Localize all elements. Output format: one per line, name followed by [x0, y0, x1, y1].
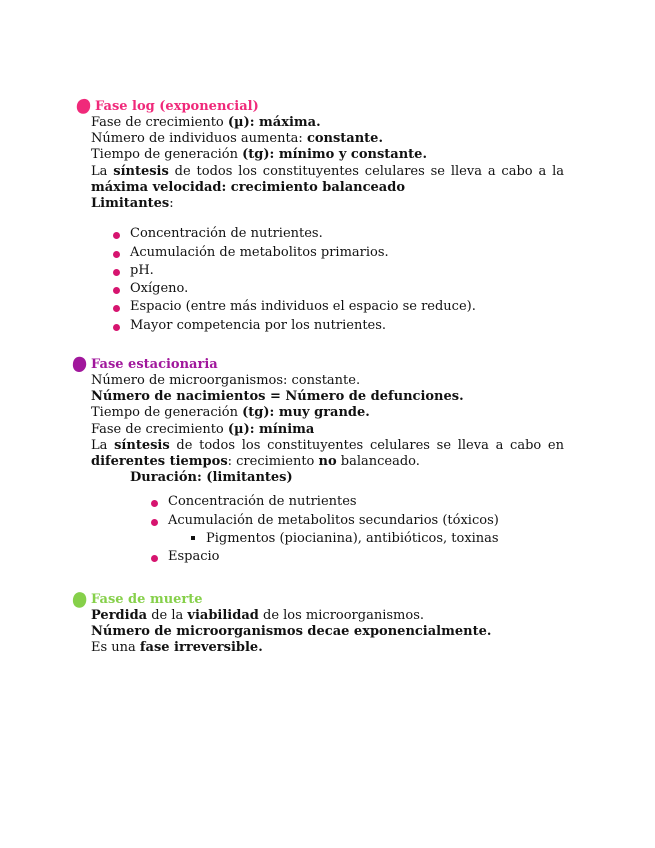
death-viability — [91, 608, 564, 624]
log-synthesis-b: síntesis — [113, 163, 169, 179]
green-blob-icon — [72, 590, 87, 610]
death-phase-title: Fase de muerte — [91, 592, 203, 607]
death-viability-a: Perdida — [91, 608, 148, 623]
list-item — [130, 317, 564, 335]
bullet-dot-icon — [113, 324, 120, 331]
log-generation-time-label: Tiempo de generación — [91, 147, 243, 163]
stationary-growth-rate-value: (µ): mínima — [227, 421, 315, 437]
log-growth-rate — [91, 115, 564, 131]
death-viability-b: de la — [147, 608, 188, 623]
death-viability-d: de los microorganismos. — [258, 608, 425, 623]
stationary-synthesis-a: La — [91, 437, 115, 453]
stationary-phase-heading — [91, 357, 564, 373]
log-synthesis-d: máxima velocidad: crecimiento balanceado — [91, 179, 405, 195]
list-item-text: Mayor competencia por los nutrientes. — [130, 317, 387, 333]
stationary-sub-list — [206, 530, 564, 548]
stationary-births — [91, 389, 564, 405]
stationary-phase-title: Fase estacionaria — [91, 357, 218, 372]
bullet-dot-icon — [151, 555, 158, 562]
stationary-synthesis-g: balanceado. — [336, 454, 420, 470]
log-phase-section — [91, 99, 564, 335]
list-item-text: Oxígeno. — [130, 281, 189, 297]
stationary-population: Número de microorganismos: constante. — [91, 373, 361, 388]
stationary-synthesis-b: síntesis — [114, 437, 170, 453]
log-phase-title: Fase log (exponencial) — [95, 99, 259, 114]
log-generation-time-value: (tg): mínimo y constante. — [242, 147, 427, 163]
stationary-births-text: Número de nacimientos = Número de defunciones. — [91, 389, 464, 405]
log-limits-list — [130, 225, 564, 335]
stationary-synthesis-e: : crecimiento — [227, 454, 319, 470]
log-limits-label: Limitantes — [91, 196, 170, 212]
bullet-dot-icon — [113, 232, 120, 239]
log-limits-heading — [91, 196, 564, 212]
log-generation-time — [91, 147, 564, 163]
death-irreversible-value: fase irreversible. — [139, 640, 263, 656]
bullet-dot-icon — [151, 500, 158, 507]
death-phase-heading — [91, 592, 564, 608]
stationary-generation-time — [91, 405, 564, 421]
log-individuals-value: constante. — [306, 131, 383, 147]
stationary-phase-section — [91, 357, 564, 567]
log-growth-rate-label: Fase de crecimiento — [91, 115, 228, 130]
list-item-text: pH. — [130, 262, 154, 278]
death-viability-c: viabilidad — [187, 608, 259, 623]
death-irreversible — [91, 640, 564, 656]
list-item — [206, 530, 564, 548]
stationary-duration-label: Duración: (limitantes) — [130, 470, 293, 486]
stationary-generation-time-value: (tg): muy grande. — [242, 405, 370, 421]
bullet-dot-icon — [113, 305, 120, 312]
log-synthesis-c: de todos los constituyentes celulares se lleva a cabo a la — [168, 163, 564, 179]
bullet-dot-icon — [151, 519, 158, 526]
stationary-synthesis-c: de todos los constituyentes celulares se lleva a cabo en — [169, 437, 565, 453]
log-phase-heading — [95, 99, 568, 115]
death-irreversible-label: Es una — [91, 640, 140, 656]
list-item — [168, 493, 564, 511]
stationary-synthesis-f: no — [318, 454, 337, 470]
list-item — [130, 262, 564, 280]
death-decline — [91, 624, 564, 640]
list-item-text: Espacio (entre más individuos el espacio se reduce). — [130, 299, 476, 315]
stationary-synthesis-paragraph — [91, 438, 564, 470]
stationary-growth-rate-label: Fase de crecimiento — [91, 421, 228, 437]
list-item — [168, 548, 564, 566]
stationary-duration-heading — [91, 470, 564, 486]
list-item-text: Acumulación de metabolitos primarios. — [130, 244, 389, 260]
death-decline-text: Número de microorganismos decae exponencialmente. — [91, 624, 492, 640]
purple-blob-icon — [72, 356, 87, 373]
log-synthesis-paragraph — [91, 164, 564, 196]
log-limits-colon: : — [169, 196, 174, 212]
list-item — [130, 280, 564, 298]
list-item — [168, 512, 564, 549]
list-item — [130, 298, 564, 316]
log-synthesis-a: La — [91, 163, 114, 179]
log-individuals-label: Número de individuos aumenta: — [91, 131, 307, 147]
list-item-text: Pigmentos (piocianina), antibióticos, toxinas — [206, 531, 499, 547]
list-item — [130, 225, 564, 243]
stationary-growth-rate — [91, 422, 564, 438]
stationary-generation-time-label: Tiempo de generación — [91, 405, 243, 421]
list-item-text: Acumulación de metabolitos secundarios (tóxicos) — [168, 512, 499, 528]
list-item-text: Espacio — [168, 549, 220, 565]
stationary-synthesis-d: diferentes tiempos — [91, 454, 228, 470]
list-item-text: Concentración de nutrientes — [168, 494, 357, 510]
log-individuals — [91, 131, 564, 147]
list-item — [130, 244, 564, 262]
bullet-dot-icon — [113, 269, 120, 276]
stationary-limits-list — [168, 493, 564, 566]
pink-blob-icon — [76, 98, 91, 115]
bullet-dot-icon — [113, 287, 120, 294]
log-growth-rate-value: (µ): máxima. — [227, 115, 321, 130]
bullet-dot-icon — [113, 251, 120, 258]
square-bullet-icon — [191, 536, 195, 540]
list-item-text: Concentración de nutrientes. — [130, 226, 323, 242]
death-phase-section — [91, 592, 564, 657]
